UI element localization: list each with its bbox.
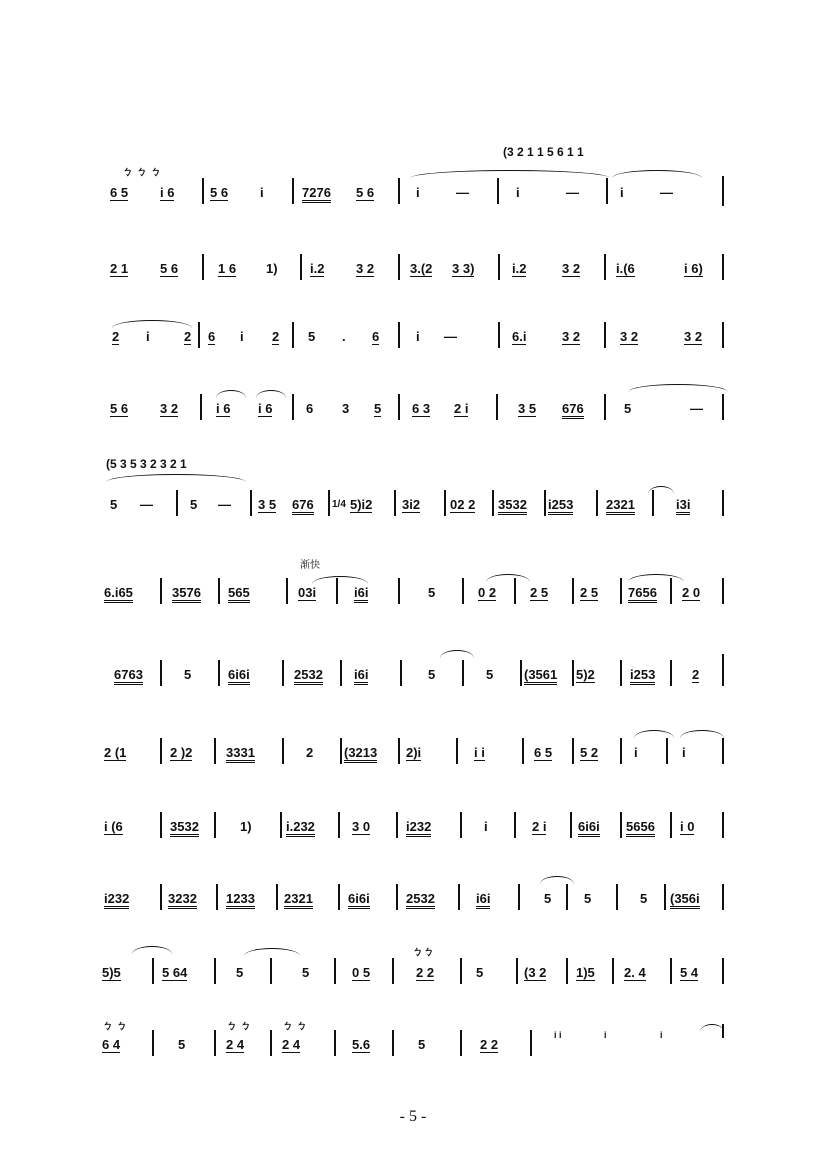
barline bbox=[616, 884, 618, 910]
slur-mark bbox=[410, 170, 610, 178]
barline bbox=[462, 660, 464, 686]
note-group: 2 1 bbox=[110, 261, 129, 276]
slur-mark bbox=[132, 946, 172, 954]
note-group: 3 3) bbox=[452, 261, 475, 276]
slur-mark bbox=[112, 320, 192, 328]
barline bbox=[530, 1030, 532, 1056]
slur-mark bbox=[216, 390, 246, 398]
barline bbox=[286, 578, 288, 604]
ornament-marks: ㄅ ㄅ bbox=[226, 1020, 252, 1032]
note-group: i.(6 bbox=[616, 261, 635, 276]
note-group: i232 bbox=[406, 820, 431, 837]
barline bbox=[620, 812, 622, 838]
note-group: — bbox=[690, 401, 703, 416]
note-group: 3 bbox=[342, 401, 350, 416]
note-group: i6i bbox=[354, 586, 368, 603]
note-group: 2 )2 bbox=[170, 745, 193, 760]
note-group: i.232 bbox=[286, 820, 315, 837]
note-group: 1) bbox=[240, 819, 252, 834]
note-group: 2532 bbox=[406, 892, 435, 909]
barline bbox=[570, 812, 572, 838]
barline bbox=[722, 654, 724, 686]
barline bbox=[620, 578, 622, 604]
note-group: 5 6 bbox=[160, 261, 179, 276]
note-group: 1)5 bbox=[576, 965, 595, 980]
slur-mark bbox=[612, 170, 702, 178]
barline bbox=[604, 254, 606, 280]
barline bbox=[722, 738, 724, 764]
note-group: 3 2 bbox=[160, 401, 179, 416]
note-group: 3232 bbox=[168, 892, 197, 909]
barline bbox=[460, 958, 462, 984]
note-group: 5 bbox=[428, 667, 436, 682]
barline bbox=[620, 738, 622, 764]
barline bbox=[398, 322, 400, 348]
note-group: i bbox=[660, 1030, 663, 1040]
ornament-marks: ㄅㄅ bbox=[412, 946, 434, 958]
note-group: 7276 bbox=[302, 186, 331, 203]
note-group: 3 2 bbox=[562, 261, 581, 276]
note-group: 2532 bbox=[294, 668, 323, 685]
score-system-8 bbox=[0, 720, 826, 780]
barline bbox=[160, 812, 162, 838]
note-group: — bbox=[566, 185, 579, 200]
barline bbox=[612, 958, 614, 984]
score-system-12 bbox=[0, 1018, 826, 1078]
note-group: 5 bbox=[190, 497, 198, 512]
note-group: i.2 bbox=[310, 261, 325, 276]
note-group: 3 2 bbox=[356, 261, 375, 276]
note-group: 1233 bbox=[226, 892, 255, 909]
note-group: 5 bbox=[418, 1037, 426, 1052]
barline bbox=[176, 490, 178, 516]
barline bbox=[198, 322, 200, 348]
barline bbox=[160, 738, 162, 764]
note-group: i bbox=[634, 745, 638, 760]
barline bbox=[722, 884, 724, 910]
barline bbox=[214, 812, 216, 838]
note-group: i253 bbox=[548, 498, 573, 515]
note-group: 03i bbox=[298, 585, 317, 600]
note-group: 6763 bbox=[114, 668, 143, 685]
slur-mark bbox=[486, 574, 530, 582]
note-group: (3 2 bbox=[524, 965, 547, 980]
barline bbox=[670, 958, 672, 984]
barline bbox=[396, 884, 398, 910]
note-group: 676 bbox=[292, 498, 314, 515]
note-group: 2 4 bbox=[226, 1037, 245, 1052]
note-group: i bbox=[260, 185, 264, 200]
note-group: 2 i bbox=[454, 401, 469, 416]
note-group: i bbox=[682, 745, 686, 760]
barline bbox=[334, 1030, 336, 1056]
barline bbox=[340, 738, 342, 764]
barline bbox=[400, 660, 402, 686]
barline bbox=[722, 958, 724, 984]
note-group: 5 bbox=[302, 965, 310, 980]
barline bbox=[160, 660, 162, 686]
slur-mark bbox=[648, 486, 674, 494]
barline bbox=[334, 958, 336, 984]
note-group: 2 bbox=[184, 329, 192, 344]
note-group: i bbox=[604, 1030, 607, 1040]
barline bbox=[292, 322, 294, 348]
note-group: 2. 4 bbox=[624, 965, 646, 980]
barline bbox=[620, 660, 622, 686]
score-system-10 bbox=[0, 870, 826, 930]
note-group: 5 4 bbox=[680, 965, 699, 980]
barline bbox=[722, 812, 724, 838]
note-group: i6i bbox=[354, 668, 368, 685]
note-group: 6i6i bbox=[228, 668, 250, 685]
barline bbox=[722, 578, 724, 604]
slur-mark bbox=[256, 390, 286, 398]
barline bbox=[462, 578, 464, 604]
barline bbox=[200, 394, 202, 420]
note-group: . bbox=[342, 329, 346, 344]
note-group: 5 bbox=[624, 401, 632, 416]
note-group: (356i bbox=[670, 892, 700, 909]
barline bbox=[160, 884, 162, 910]
note-group: 5 2 bbox=[580, 745, 599, 760]
barline bbox=[280, 812, 282, 838]
note-group: 676 bbox=[562, 402, 584, 419]
note-group: — bbox=[456, 185, 469, 200]
barline bbox=[544, 490, 546, 516]
score-system-7 bbox=[0, 640, 826, 700]
score-system-6 bbox=[0, 552, 826, 612]
note-group: 2321 bbox=[606, 498, 635, 515]
note-group: 3 5 bbox=[258, 497, 277, 512]
note-group: i 0 bbox=[680, 819, 695, 834]
ornament-marks: ㄅ ㄅ bbox=[102, 1020, 128, 1032]
note-group: 2 (1 bbox=[104, 745, 127, 760]
note-group: 5 6 bbox=[356, 185, 375, 200]
barline bbox=[398, 578, 400, 604]
barline bbox=[604, 394, 606, 420]
note-group: 6i6i bbox=[348, 892, 370, 909]
slur-mark bbox=[628, 384, 728, 392]
note-group: 3 2 bbox=[620, 329, 639, 344]
note-group: 5 bbox=[308, 329, 316, 344]
note-group: 6 3 bbox=[412, 401, 431, 416]
note-group: 5 bbox=[428, 585, 436, 600]
note-group: 2 4 bbox=[282, 1037, 301, 1052]
score-system-5 bbox=[0, 452, 826, 512]
slur-mark bbox=[680, 730, 724, 738]
note-group: 2 bbox=[272, 329, 280, 344]
note-group: i bbox=[484, 819, 488, 834]
barline bbox=[722, 254, 724, 280]
slur-mark bbox=[440, 650, 474, 658]
barline bbox=[152, 1030, 154, 1056]
note-group: 5 bbox=[476, 965, 484, 980]
note-group: 5 bbox=[374, 401, 382, 416]
note-group: 2 5 bbox=[530, 585, 549, 600]
slur-mark bbox=[700, 1024, 724, 1032]
note-group: 3 5 bbox=[518, 401, 537, 416]
barline bbox=[572, 738, 574, 764]
note-group: i i bbox=[554, 1030, 562, 1040]
note-group: 0 2 bbox=[478, 585, 497, 600]
note-group: 2 2 bbox=[480, 1037, 499, 1052]
barline bbox=[292, 394, 294, 420]
barline bbox=[566, 884, 568, 910]
barline bbox=[460, 1030, 462, 1056]
barline bbox=[214, 958, 216, 984]
note-group: 5656 bbox=[626, 820, 655, 837]
upper-annotation: (5 3 5 3 2 3 2 1 bbox=[106, 457, 187, 471]
note-group: 5.6 bbox=[352, 1037, 371, 1052]
note-group: (3561 bbox=[524, 668, 557, 685]
note-group: 0 5 bbox=[352, 965, 371, 980]
barline bbox=[202, 254, 204, 280]
note-group: 6 bbox=[208, 329, 216, 344]
score-system-4 bbox=[0, 382, 826, 442]
note-group: 6 5 bbox=[534, 745, 553, 760]
note-group: 3331 bbox=[226, 746, 255, 763]
note-group: 3.(2 bbox=[410, 261, 433, 276]
note-group: 565 bbox=[228, 586, 250, 603]
barline bbox=[396, 812, 398, 838]
barline bbox=[444, 490, 446, 516]
barline bbox=[666, 738, 668, 764]
barline bbox=[394, 490, 396, 516]
note-group: — bbox=[140, 497, 153, 512]
note-group: 5 bbox=[110, 497, 118, 512]
note-group: 7656 bbox=[628, 586, 657, 603]
note-group: i.2 bbox=[512, 261, 527, 276]
barline bbox=[214, 1030, 216, 1056]
note-group: 2)i bbox=[406, 745, 422, 760]
note-group: 2 bbox=[692, 667, 700, 682]
barline bbox=[497, 178, 499, 204]
note-group: 6 4 bbox=[102, 1037, 121, 1052]
barline bbox=[398, 394, 400, 420]
barline bbox=[218, 660, 220, 686]
note-group: — bbox=[444, 329, 457, 344]
note-group: 5 bbox=[640, 891, 648, 906]
score-system-9 bbox=[0, 800, 826, 860]
barline bbox=[216, 884, 218, 910]
note-group: 2 0 bbox=[682, 585, 701, 600]
note-group: i232 bbox=[104, 892, 129, 909]
score-system-11 bbox=[0, 940, 826, 1000]
note-group: 2 bbox=[112, 329, 120, 344]
note-group: i 6 bbox=[216, 401, 231, 416]
barline bbox=[606, 178, 608, 204]
barline bbox=[572, 660, 574, 686]
barline bbox=[214, 738, 216, 764]
barline bbox=[270, 958, 272, 984]
note-group: 5 bbox=[184, 667, 192, 682]
slur-mark bbox=[106, 474, 246, 482]
note-group: 3532 bbox=[170, 820, 199, 837]
note-group: i 6) bbox=[684, 261, 703, 276]
note-group: 3 2 bbox=[562, 329, 581, 344]
barline bbox=[392, 958, 394, 984]
note-group: i (6 bbox=[104, 819, 123, 834]
note-group: 3i2 bbox=[402, 497, 421, 512]
barline bbox=[282, 660, 284, 686]
barline bbox=[270, 1030, 272, 1056]
barline bbox=[518, 884, 520, 910]
barline bbox=[722, 490, 724, 516]
slur-mark bbox=[540, 876, 574, 884]
barline bbox=[664, 884, 666, 910]
note-group: 5 bbox=[544, 891, 552, 906]
barline bbox=[152, 958, 154, 984]
barline bbox=[456, 738, 458, 764]
note-group: 3576 bbox=[172, 586, 201, 603]
note-group: i bbox=[516, 185, 520, 200]
tempo-marking: 渐快 bbox=[300, 560, 320, 571]
note-group: i bbox=[240, 329, 244, 344]
barline bbox=[596, 490, 598, 516]
note-group: 02 2 bbox=[450, 497, 476, 512]
barline bbox=[722, 322, 724, 348]
barline bbox=[218, 578, 220, 604]
barline bbox=[498, 254, 500, 280]
note-group: i253 bbox=[630, 668, 655, 685]
note-group: i bbox=[146, 329, 150, 344]
barline bbox=[722, 394, 724, 420]
note-group: i 6 bbox=[258, 401, 273, 416]
note-group: 5 6 bbox=[210, 185, 229, 200]
barline bbox=[498, 322, 500, 348]
note-group: 6.i65 bbox=[104, 586, 133, 603]
note-group: 2321 bbox=[284, 892, 313, 909]
barline bbox=[398, 178, 400, 204]
note-group: 5 bbox=[236, 965, 244, 980]
barline bbox=[328, 490, 330, 516]
note-group: 5 bbox=[178, 1037, 186, 1052]
barline bbox=[722, 176, 724, 206]
note-group: 3 2 bbox=[684, 329, 703, 344]
barline bbox=[460, 812, 462, 838]
barline bbox=[604, 322, 606, 348]
note-group: 5)5 bbox=[102, 965, 121, 980]
note-group: 6.i bbox=[512, 329, 527, 344]
barline bbox=[292, 178, 294, 204]
barline bbox=[492, 490, 494, 516]
upper-annotation: (3 2 1 1 5 6 1 1 bbox=[503, 145, 584, 159]
barline bbox=[338, 812, 340, 838]
note-group: 5 bbox=[486, 667, 494, 682]
barline bbox=[282, 738, 284, 764]
note-group: 6 bbox=[372, 329, 380, 344]
note-group: 2 i bbox=[532, 819, 547, 834]
note-group: 1 6 bbox=[218, 261, 237, 276]
barline bbox=[398, 738, 400, 764]
barline bbox=[300, 254, 302, 280]
note-group: 5)2 bbox=[576, 667, 595, 682]
barline bbox=[496, 394, 498, 420]
slur-mark bbox=[628, 574, 684, 582]
note-group: i bbox=[620, 185, 624, 200]
score-system-3 bbox=[0, 310, 826, 370]
barline bbox=[514, 812, 516, 838]
score-system-1 bbox=[0, 140, 826, 200]
barline bbox=[670, 812, 672, 838]
barline bbox=[250, 490, 252, 516]
barline bbox=[522, 738, 524, 764]
page-number: - 5 - bbox=[399, 1108, 427, 1125]
barline bbox=[398, 254, 400, 280]
note-group: i bbox=[416, 329, 420, 344]
barline bbox=[516, 958, 518, 984]
note-group: 6 bbox=[306, 401, 314, 416]
barline bbox=[670, 660, 672, 686]
ornament-marks: ㄅ ㄅ bbox=[282, 1020, 308, 1032]
barline bbox=[202, 178, 204, 204]
note-group: — bbox=[660, 185, 673, 200]
note-group: 1) bbox=[266, 261, 278, 276]
note-group: i3i bbox=[676, 498, 690, 515]
note-group: 2 2 bbox=[416, 965, 435, 980]
note-group: 6 5 bbox=[110, 185, 129, 200]
slur-mark bbox=[244, 948, 300, 956]
note-group: 2 bbox=[306, 745, 314, 760]
note-group: 1/4 bbox=[332, 499, 346, 510]
note-group: 6i6i bbox=[578, 820, 600, 837]
slur-mark bbox=[312, 576, 368, 584]
ornament-marks: ㄅ ㄅ ㄅ bbox=[122, 166, 162, 178]
barline bbox=[276, 884, 278, 910]
barline bbox=[520, 660, 522, 686]
note-group: 5 bbox=[584, 891, 592, 906]
barline bbox=[572, 578, 574, 604]
barline bbox=[338, 884, 340, 910]
note-group: i6i bbox=[476, 892, 490, 909]
note-group: 5 6 bbox=[110, 401, 129, 416]
note-group: 5)i2 bbox=[350, 497, 373, 512]
note-group: i 6 bbox=[160, 185, 175, 200]
note-group: (3213 bbox=[344, 746, 377, 763]
note-group: 5 64 bbox=[162, 965, 188, 980]
barline bbox=[340, 660, 342, 686]
note-group: — bbox=[218, 497, 231, 512]
note-group: i bbox=[416, 185, 420, 200]
barline bbox=[458, 884, 460, 910]
note-group: 3532 bbox=[498, 498, 527, 515]
barline bbox=[566, 958, 568, 984]
note-group: 3 0 bbox=[352, 819, 371, 834]
note-group: 2 5 bbox=[580, 585, 599, 600]
barline bbox=[160, 578, 162, 604]
note-group: i i bbox=[474, 745, 485, 760]
slur-mark bbox=[634, 730, 674, 738]
barline bbox=[392, 1030, 394, 1056]
score-system-2 bbox=[0, 240, 826, 300]
